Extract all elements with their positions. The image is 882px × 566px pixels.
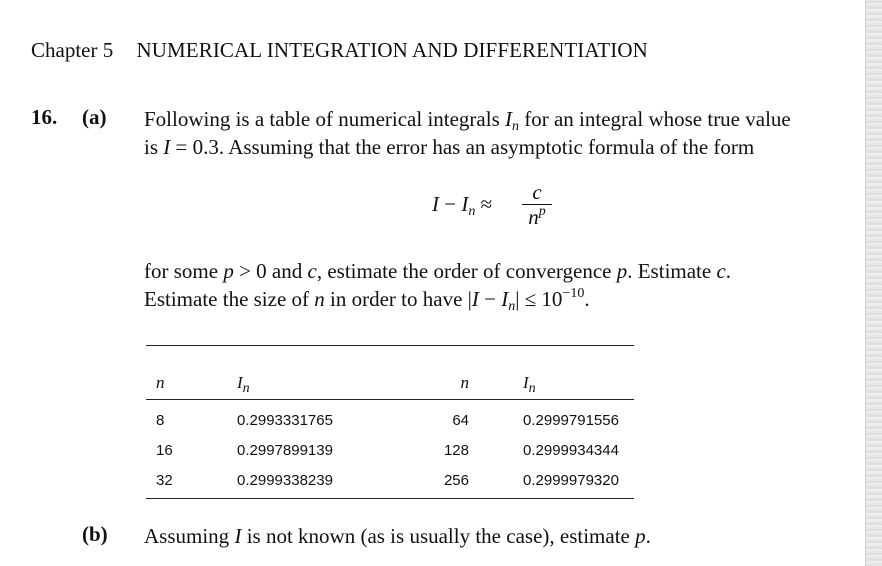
col-header-in: $I_n$ xyxy=(197,346,388,400)
col-header-n2: n xyxy=(388,346,479,400)
table-row: 8 0.2993331765 64 0.2999791556 xyxy=(156,411,619,429)
table-header-row xyxy=(146,346,634,400)
chapter-title: NUMERICAL INTEGRATION AND DIFFERENTIATION xyxy=(136,38,648,62)
table-row: 16 0.2997899139 128 0.2999934344 xyxy=(156,441,619,459)
part-a-line-3: for some p > 0 and c, estimate the order of convergence p. Estimate c. xyxy=(144,259,732,283)
table-row: 32 0.2999338239 256 0.2999979320 xyxy=(146,465,634,499)
problem-number: 16. xyxy=(31,105,58,129)
formula-denominator: $n^p$ xyxy=(528,204,546,229)
integrals-table xyxy=(146,345,634,499)
running-header xyxy=(31,38,648,63)
formula-fraction xyxy=(520,180,554,229)
part-a-line-4: Estimate the size of n in order to have $|I - I_n| \le 10^{-10}$. xyxy=(144,286,590,314)
part-a-line-1: Following is a table of numerical integrals $I_n$ for an integral whose true value xyxy=(144,107,791,134)
formula-numerator: c xyxy=(532,180,542,204)
part-b-label: (b) xyxy=(82,522,108,546)
part-b-text: Assuming I is not known (as is usually the case), estimate p. xyxy=(144,524,651,548)
chapter-label: Chapter 5 xyxy=(31,38,114,62)
col-header-n: n xyxy=(146,346,197,400)
part-a-label: (a) xyxy=(82,105,107,129)
page-edge xyxy=(865,0,882,566)
col-header-in2: $I_n$ xyxy=(479,346,634,400)
part-a-line-2: is I = 0.3. Assuming that the error has an asymptotic formula of the form xyxy=(144,135,755,159)
